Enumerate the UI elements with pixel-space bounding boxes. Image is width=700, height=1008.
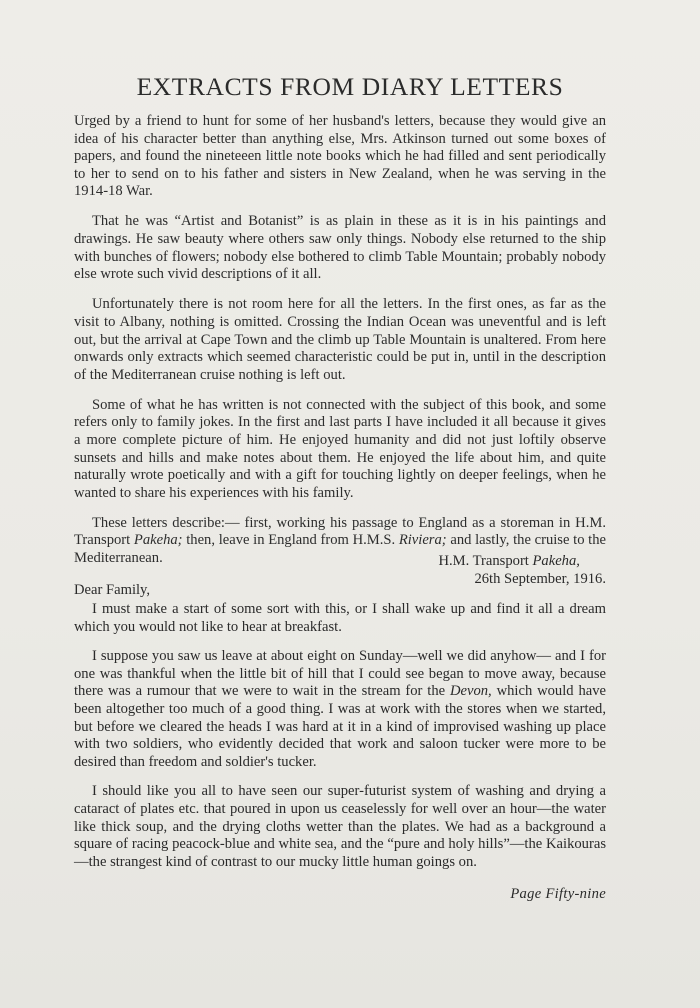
describe-text-b: then, leave in England from H.M.S.	[182, 532, 399, 549]
letter-body	[74, 601, 606, 883]
intro-paragraph-3	[74, 296, 606, 384]
introduction	[74, 113, 606, 580]
letter-salutation: Dear Family,	[74, 582, 151, 598]
intro-text-2: That he was “Artist and Botanist” is as plain in these as it is in his paintings and drawings. He saw beauty where others saw only things. Nobody else returned to the ship with bunches of flowers; nobody else bothered to climb Table Mountain; probably nobody else wrote such vivid descriptions of it all.	[74, 213, 606, 283]
dateline-prefix: H.M. Transport	[438, 553, 533, 569]
letter-paragraph-2	[74, 648, 606, 771]
intro-paragraph-1	[74, 113, 606, 201]
dateline-date: 26th September, 1916.	[474, 570, 606, 587]
intro-text-4: Some of what he has written is not connected with the subject of this book, and some refers only to family jokes. In the first and last parts I have included it all because it gives a more complete picture of him. He enjoyed humanity and did not just loftily observe sunsets and hills and make notes about them. He enjoyed the life about him, and quite naturally wrote poetically and with a gift for touching lightly on deeper feelings, when he wanted to share his experiences with his family.	[74, 396, 606, 501]
letter-dateline	[438, 553, 606, 588]
dateline-ship	[438, 553, 606, 571]
describe-text-a: These letters describe:— first, working his passage to England as a storeman in H.M. Transport	[74, 514, 606, 549]
page-number: Page Fifty-nine	[510, 886, 606, 902]
intro-text-3: Unfortunately there is not room here for all the letters. In the first ones, as far as the visit to Albany, nothing is omitted. Crossing the Indian Ocean was uneventful and is left out, but the arrival at Cape Town and the climb up Table Mountain is unaltered. From here onwards only extracts which seemed characteristic could be put in, until in the description of the Mediterranean cruise nothing is left out.	[74, 296, 606, 383]
letter-paragraph-1	[74, 601, 606, 636]
intro-text-1: Urged by a friend to hunt for some of her husband's letters, because they would give an idea of his character better than anything else, Mrs. Atkinson turned out some boxes of papers, and found the nineteeen little note books which he had filled and sent periodically to her to send on to his father and sisters in New Zealand, when he was serving in the 1914-18 War.	[74, 113, 606, 200]
letter-paragraph-3	[74, 783, 606, 871]
letter-text-3: I should like you all to have seen our super-futurist system of washing and drying a cataract of plates etc. that poured in upon us ceaselessly for well over an hour—the water like thick soup, and the drying cloths wetter than the plates. We had as a background a square of racing peacock-blue and white sea, and the “pure and holy hills”—the Kaikouras—the strangest kind of contrast to our mucky little human goings on.	[74, 783, 606, 870]
letter-text-1: I must make a start of some sort with this, or I shall wake up and find it all a dream which you would not like to hear at breakfast.	[74, 601, 606, 635]
letter-text-2a: I suppose you saw us leave at about eight on Sunday—well we did anyhow— and I for one was thankful when the little bit of hill that I could see began to move away, because there was a rumour that we were to wait in the stream for the	[74, 648, 606, 700]
ship-name-pakeha: Pakeha;	[133, 532, 183, 549]
ship-name-riviera: Riviera;	[398, 532, 447, 549]
describe-text-c: and lastly, the cruise to the Mediterranean.	[74, 532, 607, 567]
ship-name-devon: Devon,	[449, 683, 492, 700]
letter-text-2b: which would have been altogether too much of a good thing. I was at work with the stores when we started, but before we cleared the heads I was hard at it in a kind of improvised washing up place with two soldiers, who evidently decided that work and saloon tucker were more to be desired than freedom and soldier's tucker.	[74, 683, 606, 770]
page-title: EXTRACTS FROM DIARY LETTERS	[136, 72, 564, 101]
intro-paragraph-4	[74, 397, 606, 503]
dateline-ship-name: Pakeha,	[532, 553, 580, 569]
intro-paragraph-2	[74, 213, 606, 283]
